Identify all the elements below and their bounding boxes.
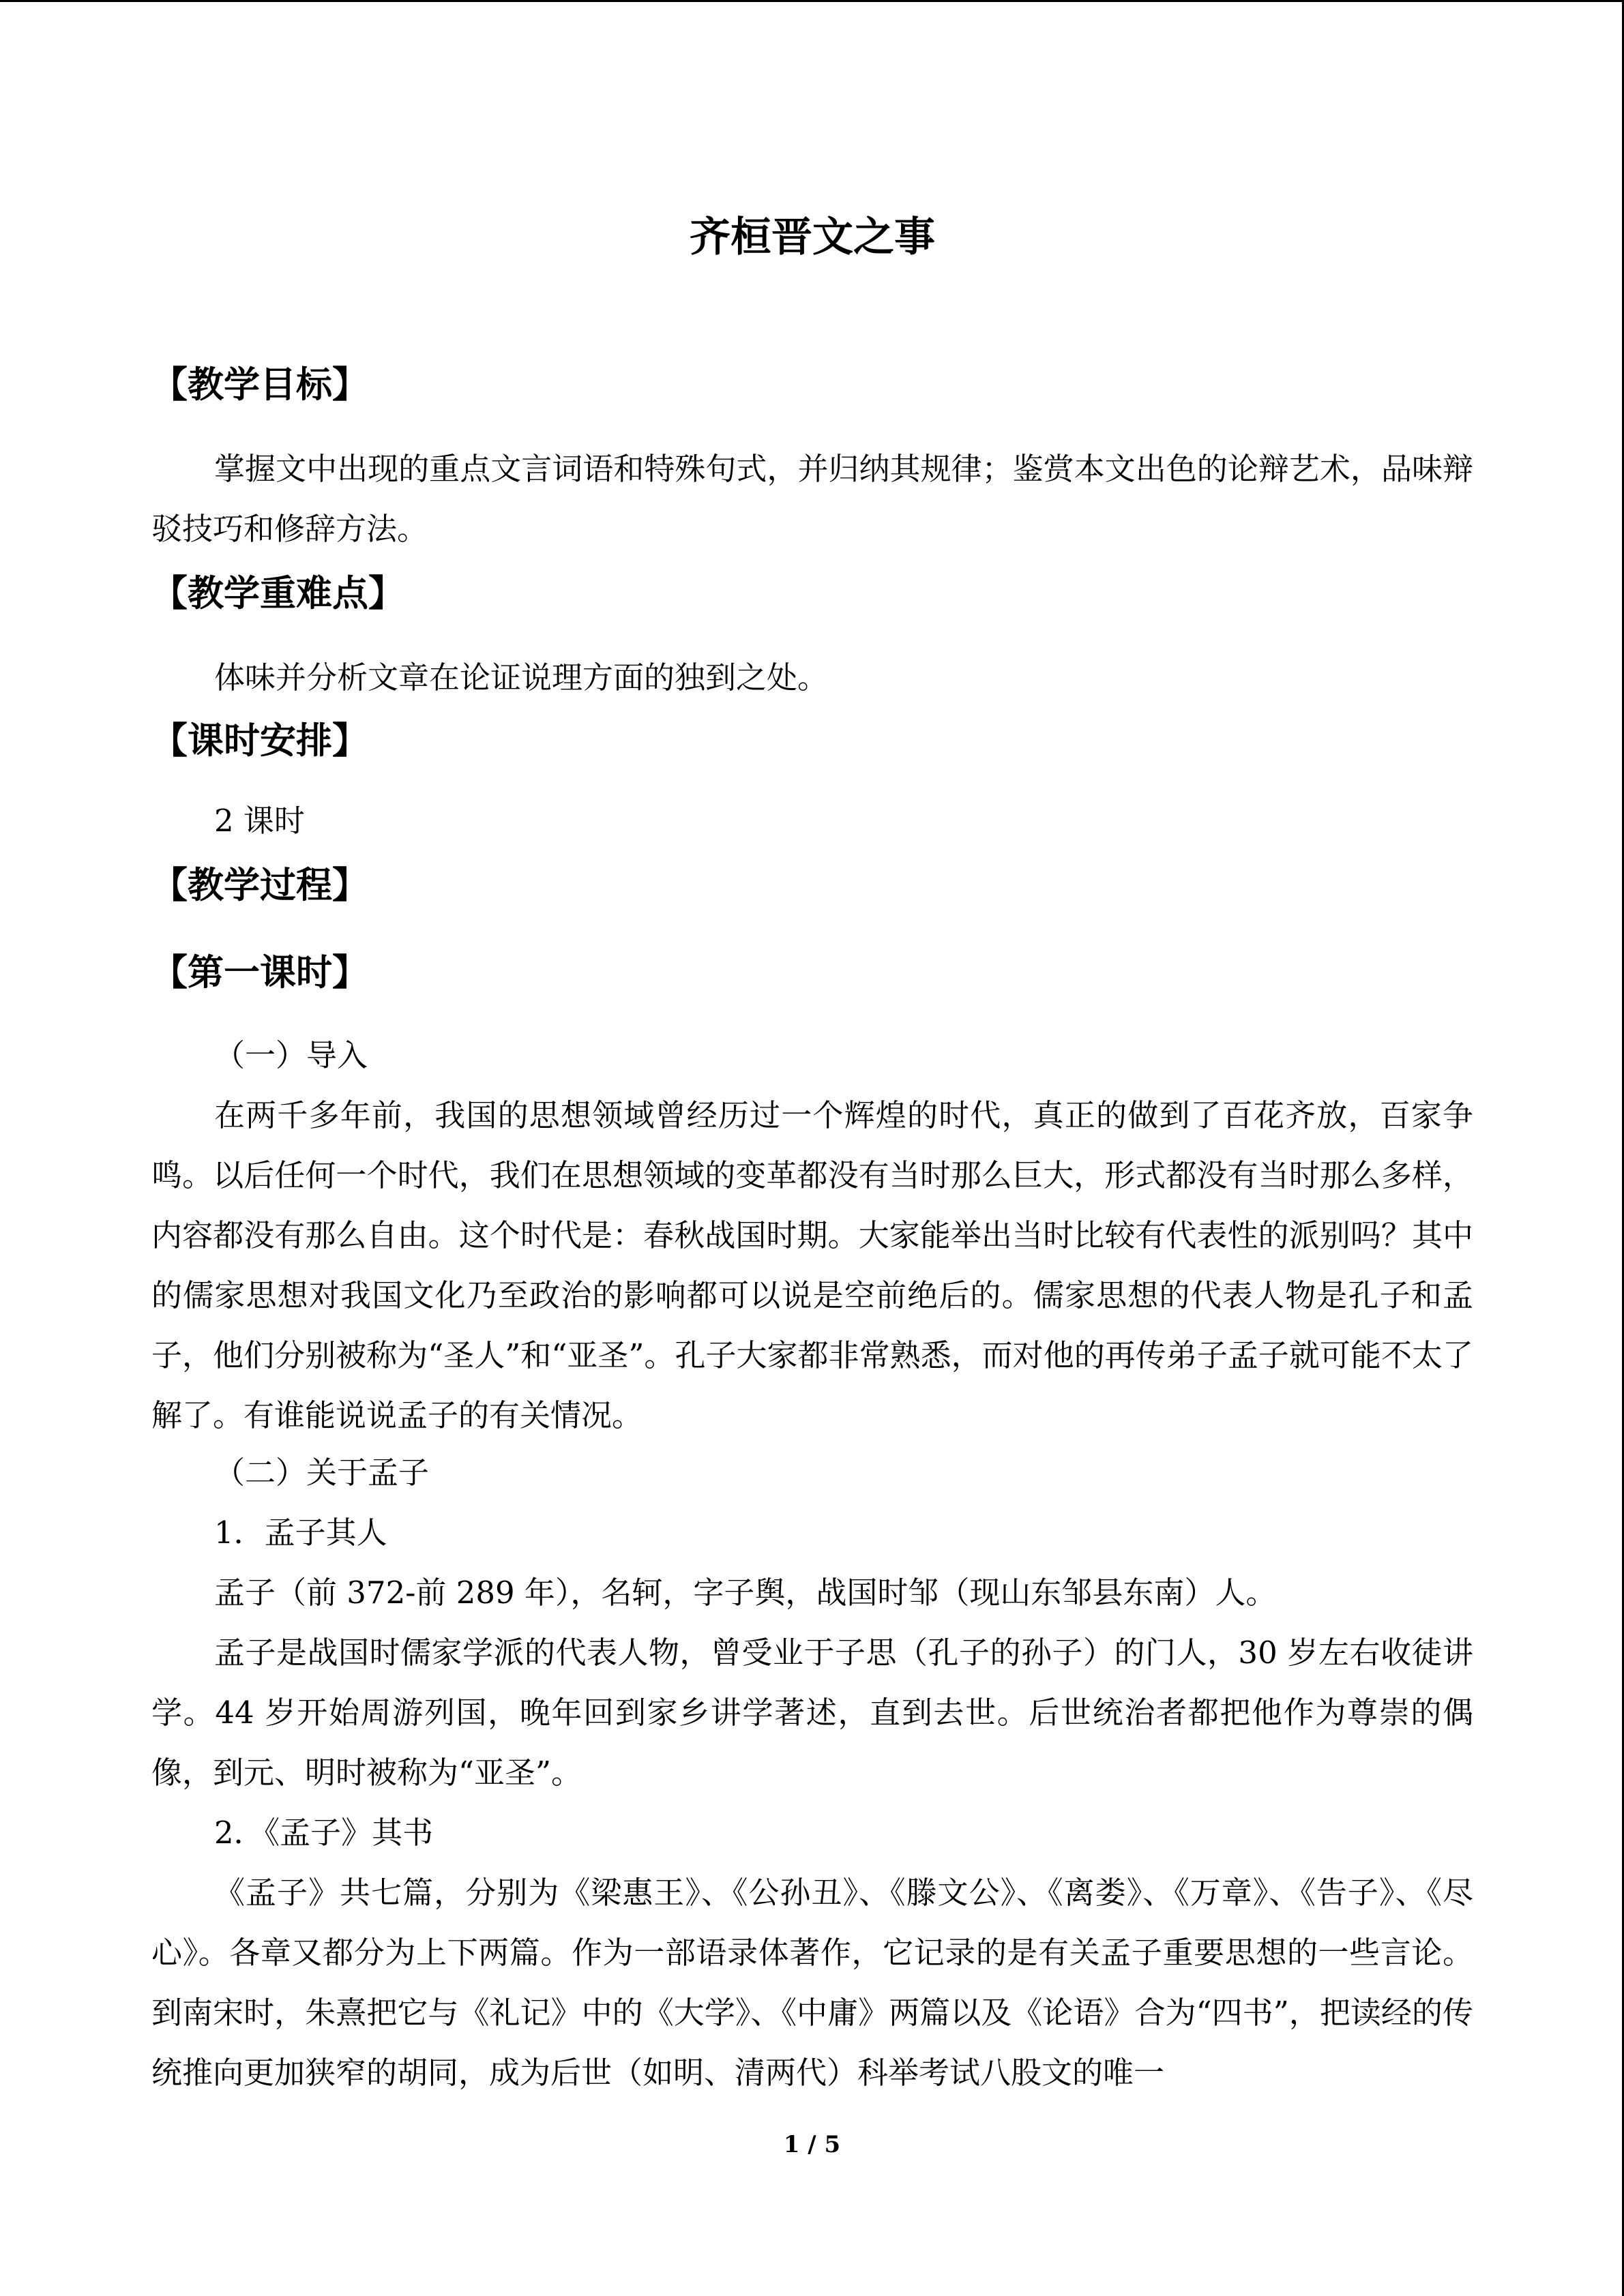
key-points-paragraph: 体味并分析文章在论证说理方面的独到之处。 [214, 659, 829, 696]
mencius-career-paragraph: 孟子是战国时儒家学派的代表人物，曾受业于子思（孔子的孙子）的门人，30 岁左右收徒讲学。44 岁开始周游列国，晚年回到家乡讲学著述，直到去世。后世统治者都把他作为尊崇的偶像，到元、明时被称为“亚圣”。 [151, 1635, 1473, 1791]
mencius-bio-paragraph: 孟子（前 372-前 289 年），名轲，字子舆，战国时邹（现山东邹县东南）人。 [214, 1575, 1277, 1611]
page-top-border [0, 0, 1624, 2]
section-heading-first-lesson: 【第一课时】 [151, 952, 368, 994]
page-number: 1 / 5 [783, 2131, 841, 2158]
document-title: 齐桓晋文之事 [690, 213, 935, 261]
section-heading-key-points: 【教学重难点】 [151, 573, 404, 614]
subsection-intro-heading: （一）导入 [214, 1037, 368, 1073]
section-heading-schedule: 【课时安排】 [151, 720, 368, 762]
schedule-paragraph: 2 课时 [214, 803, 305, 839]
objectives-paragraph: 掌握文中出现的重点文言词语和特殊句式，并归纳其规律；鉴赏本文出色的论辩艺术，品味辩驳技巧和修辞方法。 [151, 451, 1473, 547]
subsection-about-mencius-heading: （二）关于孟子 [214, 1455, 430, 1491]
intro-paragraph: 在两千多年前，我国的思想领域曾经历过一个辉煌的时代，真正的做到了百花齐放，百家争鸣。以后任何一个时代，我们在思想领域的变革都没有当时那么巨大，形式都没有当时那么多样，内容都没有那么自由。这个时代是：春秋战国时期。大家能举出当时比较有代表性的派别吗？其中的儒家思想对我国文化乃至政治的影响都可以说是空前绝后的。儒家思想的代表人物是孔子和孟子，他们分别被称为“圣人”和“亚圣”。孔子大家都非常熟悉，而对他的再传弟子孟子就可能不太了解了。有谁能说说孟子的有关情况。 [151, 1097, 1473, 1433]
item-mencius-person: 1．孟子其人 [214, 1515, 387, 1551]
section-heading-objectives: 【教学目标】 [151, 364, 368, 406]
mencius-book-paragraph: 《孟子》共七篇，分别为《梁惠王》、《公孙丑》、《滕文公》、《离娄》、《万章》、《告子》、《尽心》。各章又都分为上下两篇。作为一部语录体著作，它记录的是有关孟子重要思想的一些言论。到南宋时，朱熹把它与《礼记》中的《大学》、《中庸》两篇以及《论语》合为“四书”，把读经的传统推向更加狭窄的胡同，成为后世（如明、清两代）科举考试八股文的唯一 [151, 1875, 1473, 2091]
section-heading-process: 【教学过程】 [151, 865, 368, 906]
item-mencius-book: 2．《孟子》其书 [214, 1815, 434, 1851]
